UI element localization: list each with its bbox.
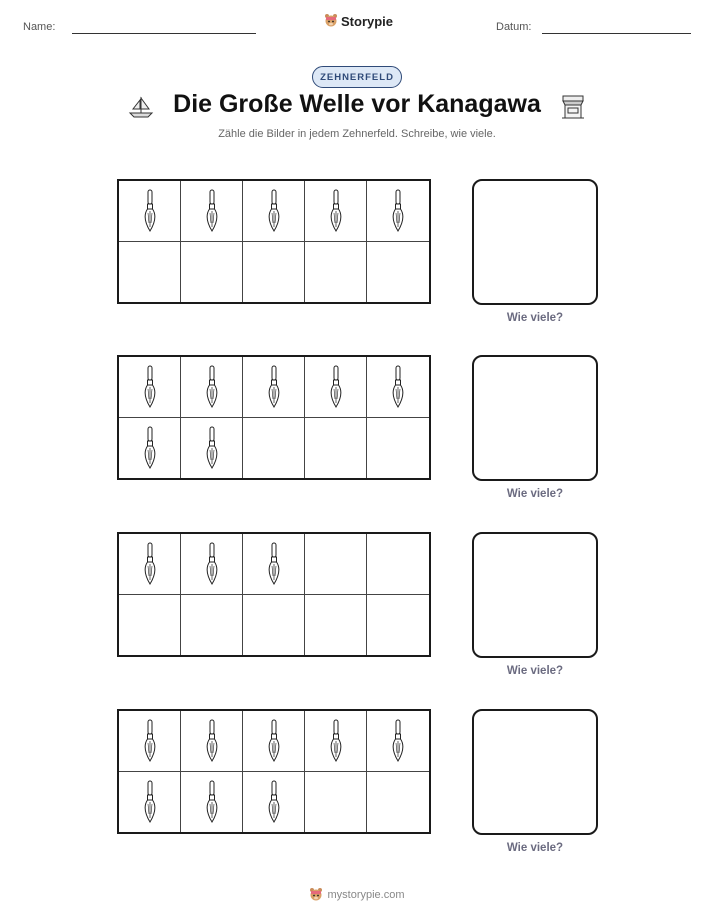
answer-label: Wie viele?: [506, 842, 564, 854]
answer-box[interactable]: [472, 355, 598, 481]
ten-frame-cell: [181, 711, 243, 772]
answer-box[interactable]: [472, 532, 598, 658]
ten-frame-cell: [367, 595, 429, 656]
ten-frame-cell: [119, 595, 181, 656]
ten-frame-cell: [119, 711, 181, 772]
ten-frame-cell: [119, 772, 181, 833]
ten-frame-cell: [305, 242, 367, 303]
ten-frame-cell: [119, 242, 181, 303]
brand-logo: [324, 13, 393, 29]
answer-box[interactable]: [472, 709, 598, 835]
ten-frame-cell: [243, 181, 305, 242]
ten-frame-cell: [181, 181, 243, 242]
answer-label: Wie viele?: [506, 488, 564, 500]
category-badge: ZEHNERFELD: [312, 66, 402, 88]
paintbrush-icon: [143, 780, 157, 824]
ten-frame-cell: [305, 357, 367, 418]
ten-frame-cell: [367, 711, 429, 772]
market-stall-icon: [559, 93, 587, 121]
ten-frame-cell: [243, 595, 305, 656]
paintbrush-icon: [267, 719, 281, 763]
paintbrush-icon: [267, 780, 281, 824]
paintbrush-icon: [143, 189, 157, 233]
paintbrush-icon: [267, 189, 281, 233]
paintbrush-icon: [267, 542, 281, 586]
paintbrush-icon: [205, 542, 219, 586]
paintbrush-icon: [205, 365, 219, 409]
ten-frame-cell: [243, 242, 305, 303]
paintbrush-icon: [329, 365, 343, 409]
ten-frame-cell: [367, 534, 429, 595]
instructions: Zähle die Bilder in jedem Zehnerfeld. Schreibe, wie viele.: [218, 128, 496, 140]
ten-frame: [117, 355, 431, 480]
paintbrush-icon: [143, 542, 157, 586]
paintbrush-icon: [205, 719, 219, 763]
page-title: Die Große Welle vor Kanagawa: [173, 90, 541, 118]
paintbrush-icon: [329, 719, 343, 763]
ten-frame-cell: [305, 418, 367, 479]
paintbrush-icon: [267, 365, 281, 409]
paintbrush-icon: [143, 365, 157, 409]
paintbrush-icon: [205, 426, 219, 470]
name-line[interactable]: [72, 33, 256, 34]
ten-frame-cell: [243, 772, 305, 833]
paintbrush-icon: [329, 189, 343, 233]
ten-frame-cell: [367, 418, 429, 479]
ten-frame-cell: [181, 357, 243, 418]
paintbrush-icon: [391, 189, 405, 233]
ten-frame-cell: [181, 772, 243, 833]
ten-frame-cell: [243, 418, 305, 479]
ten-frame-cell: [243, 534, 305, 595]
paintbrush-icon: [143, 426, 157, 470]
date-label: Datum:: [496, 21, 532, 33]
ten-frame-cell: [305, 181, 367, 242]
ten-frame-cell: [367, 181, 429, 242]
ten-frame-cell: [367, 242, 429, 303]
paintbrush-icon: [205, 780, 219, 824]
name-label: Name:: [23, 21, 56, 33]
ten-frame-cell: [119, 357, 181, 418]
ten-frame-cell: [367, 772, 429, 833]
paintbrush-icon: [205, 189, 219, 233]
date-line[interactable]: [542, 33, 691, 34]
ten-frame-cell: [119, 418, 181, 479]
ten-frame-cell: [181, 595, 243, 656]
answer-label: Wie viele?: [506, 665, 564, 677]
ten-frame-cell: [119, 534, 181, 595]
ten-frame-cell: [305, 534, 367, 595]
brand-name: Storypie: [341, 13, 394, 29]
answer-label: Wie viele?: [506, 312, 564, 324]
ten-frame: [117, 532, 431, 657]
ten-frame-cell: [243, 357, 305, 418]
bear-icon: [309, 887, 323, 903]
paintbrush-icon: [391, 365, 405, 409]
footer-url[interactable]: mystorypie.com: [327, 889, 405, 901]
paintbrush-icon: [143, 719, 157, 763]
ten-frame-cell: [243, 711, 305, 772]
ten-frame-cell: [181, 242, 243, 303]
bear-icon: [324, 13, 338, 29]
ten-frame: [117, 179, 431, 304]
ten-frame-cell: [367, 357, 429, 418]
footer: [0, 887, 714, 903]
ten-frame-cell: [305, 595, 367, 656]
ten-frame-cell: [305, 772, 367, 833]
ten-frame: [117, 709, 431, 834]
ten-frame-cell: [181, 418, 243, 479]
ten-frame-cell: [119, 181, 181, 242]
answer-box[interactable]: [472, 179, 598, 305]
ten-frame-cell: [181, 534, 243, 595]
ten-frame-cell: [305, 711, 367, 772]
paintbrush-icon: [391, 719, 405, 763]
